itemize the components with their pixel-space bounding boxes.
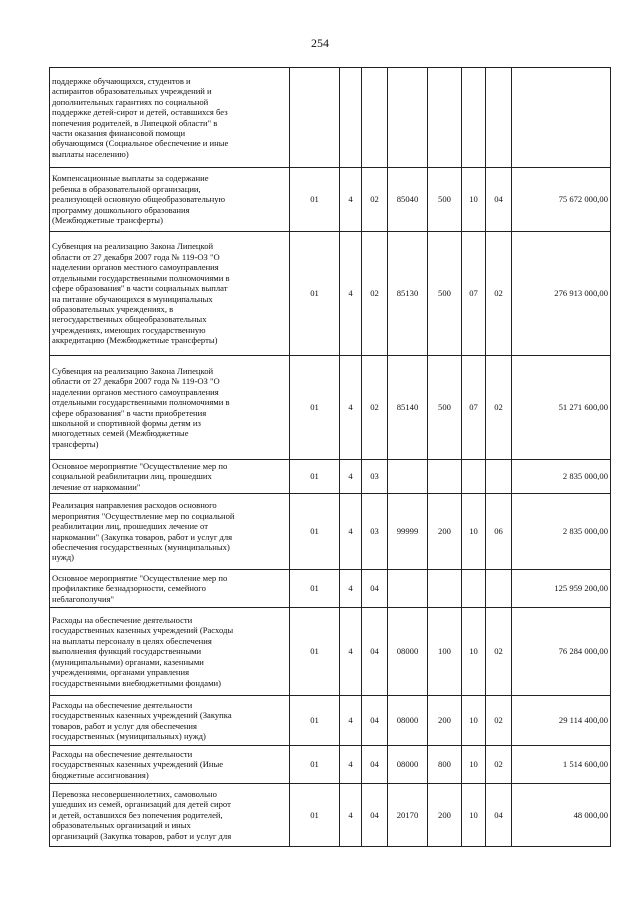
code-subprogram: 4 <box>340 460 362 494</box>
code-subsection <box>486 460 512 494</box>
code-section: 10 <box>462 494 486 570</box>
code-subprogram <box>340 68 362 168</box>
code-subprogram: 4 <box>340 168 362 232</box>
table-row <box>50 356 611 460</box>
code-direction: 85130 <box>388 232 428 356</box>
code-direction: 08000 <box>388 746 428 784</box>
row-description: поддержке обучающихся, студентов и аспирантов образовательных учреждений и дополнительных гарантиях по социальной поддержке детей-сирот и детей, оставшихся без попечения родителей, в Липецкой области" в части оказания финансовой помощи обучающимся (Социальное обеспечение и иные выплаты населению) <box>50 68 290 168</box>
code-subsection: 04 <box>486 784 512 847</box>
code-subsection: 02 <box>486 356 512 460</box>
code-expense-type <box>428 570 462 608</box>
code-subprogram: 4 <box>340 746 362 784</box>
code-event: 03 <box>362 494 388 570</box>
code-program: 01 <box>290 784 340 847</box>
row-description: Субвенция на реализацию Закона Липецкой области от 27 декабря 2007 года № 119-ОЗ "О наделении органов местного самоуправления отдельными государственными полномочиями в сфере образования" в части приобретения школьной и спортивной формы детям из многодетных семей (Межбюджетные трансферты) <box>50 356 290 460</box>
code-event <box>362 68 388 168</box>
code-expense-type <box>428 68 462 168</box>
code-event: 03 <box>362 460 388 494</box>
row-description: Расходы на обеспечение деятельности государственных казенных учреждений (Расходы на выплаты персоналу в целях обеспечения выполнения функций государственными (муниципальными) органами, казенными учреждениями, органами управления государственными внебюджетными фондами) <box>50 608 290 696</box>
amount: 276 913 000,00 <box>512 232 611 356</box>
code-direction: 20170 <box>388 784 428 847</box>
table-row <box>50 68 611 168</box>
code-expense-type: 100 <box>428 608 462 696</box>
code-expense-type: 500 <box>428 356 462 460</box>
code-section <box>462 460 486 494</box>
code-subprogram: 4 <box>340 356 362 460</box>
code-event: 04 <box>362 784 388 847</box>
table-row <box>50 232 611 356</box>
code-subprogram: 4 <box>340 696 362 746</box>
code-expense-type: 200 <box>428 494 462 570</box>
amount <box>512 68 611 168</box>
table-row <box>50 570 611 608</box>
code-subprogram: 4 <box>340 232 362 356</box>
code-subsection: 04 <box>486 168 512 232</box>
code-direction: 08000 <box>388 608 428 696</box>
amount: 75 672 000,00 <box>512 168 611 232</box>
code-expense-type: 500 <box>428 168 462 232</box>
code-subprogram: 4 <box>340 494 362 570</box>
code-program: 01 <box>290 232 340 356</box>
code-direction: 85140 <box>388 356 428 460</box>
code-program: 01 <box>290 570 340 608</box>
code-subsection: 06 <box>486 494 512 570</box>
row-description: Основное мероприятие "Осуществление мер по профилактике безнадзорности, семейного неблагополучия" <box>50 570 290 608</box>
code-event: 04 <box>362 746 388 784</box>
table-row <box>50 784 611 847</box>
table-row <box>50 460 611 494</box>
code-subsection: 02 <box>486 696 512 746</box>
code-program <box>290 68 340 168</box>
code-program: 01 <box>290 696 340 746</box>
code-event: 04 <box>362 696 388 746</box>
code-expense-type: 800 <box>428 746 462 784</box>
code-section: 10 <box>462 696 486 746</box>
code-program: 01 <box>290 494 340 570</box>
amount: 2 835 000,00 <box>512 494 611 570</box>
code-direction <box>388 570 428 608</box>
row-description: Перевозка несовершеннолетних, самовольно ушедших из семей, организаций для детей сирот и детей, оставшихся без попечения родителей, образовательных организаций и иных организаций (Закупка товаров, работ и услуг для <box>50 784 290 847</box>
code-expense-type: 500 <box>428 232 462 356</box>
row-description: Расходы на обеспечение деятельности государственных казенных учреждений (Закупка товаров, работ и услуг для обеспечения государственных (муниципальных) нужд) <box>50 696 290 746</box>
row-description: Расходы на обеспечение деятельности государственных казенных учреждений (Иные бюджетные ассигнования) <box>50 746 290 784</box>
code-section: 10 <box>462 746 486 784</box>
code-direction: 08000 <box>388 696 428 746</box>
row-description: Основное мероприятие "Осуществление мер по социальной реабилитации лиц, прошедших лечение от наркомании" <box>50 460 290 494</box>
page-number: 254 <box>311 36 329 50</box>
amount: 51 271 600,00 <box>512 356 611 460</box>
code-direction: 99999 <box>388 494 428 570</box>
code-program: 01 <box>290 168 340 232</box>
table-row <box>50 608 611 696</box>
code-direction <box>388 68 428 168</box>
table-row <box>50 494 611 570</box>
table-row <box>50 696 611 746</box>
amount: 48 000,00 <box>512 784 611 847</box>
row-description: Субвенция на реализацию Закона Липецкой области от 27 декабря 2007 года № 119-ОЗ "О наделении органов местного самоуправления отдельными государственными полномочиями в сфере образования" в части социальных выплат на питание обучающихся в муниципальных образовательных учреждениях, в негосударственных общеобразовательных учреждениях, имеющих государственную аккредитацию (Межбюджетные трансферты) <box>50 232 290 356</box>
code-subsection: 02 <box>486 608 512 696</box>
code-subprogram: 4 <box>340 784 362 847</box>
code-section: 07 <box>462 356 486 460</box>
amount: 29 114 400,00 <box>512 696 611 746</box>
code-event: 04 <box>362 570 388 608</box>
row-description: Реализация направления расходов основного мероприятия "Осуществление мер по социальной реабилитации лиц, прошедших лечение от наркомании" (Закупка товаров, работ и услуг для обеспечения государственных (муниципальных) нужд) <box>50 494 290 570</box>
code-subprogram: 4 <box>340 570 362 608</box>
code-section: 10 <box>462 784 486 847</box>
code-section: 07 <box>462 232 486 356</box>
code-event: 04 <box>362 608 388 696</box>
code-section: 10 <box>462 608 486 696</box>
row-description: Компенсационные выплаты за содержание ребенка в образовательной организации, реализующей основную общеобразовательную программу дошкольного образования (Межбюджетные трансферты) <box>50 168 290 232</box>
code-subprogram: 4 <box>340 608 362 696</box>
code-event: 02 <box>362 168 388 232</box>
code-program: 01 <box>290 608 340 696</box>
code-event: 02 <box>362 356 388 460</box>
code-subsection <box>486 68 512 168</box>
code-subsection: 02 <box>486 746 512 784</box>
code-section <box>462 68 486 168</box>
code-subsection: 02 <box>486 232 512 356</box>
amount: 1 514 600,00 <box>512 746 611 784</box>
code-program: 01 <box>290 356 340 460</box>
amount: 2 835 000,00 <box>512 460 611 494</box>
code-direction: 85040 <box>388 168 428 232</box>
code-program: 01 <box>290 746 340 784</box>
code-subsection <box>486 570 512 608</box>
code-section: 10 <box>462 168 486 232</box>
code-expense-type <box>428 460 462 494</box>
code-direction <box>388 460 428 494</box>
code-expense-type: 200 <box>428 784 462 847</box>
code-event: 02 <box>362 232 388 356</box>
amount: 76 284 000,00 <box>512 608 611 696</box>
code-program: 01 <box>290 460 340 494</box>
code-expense-type: 200 <box>428 696 462 746</box>
amount: 125 959 200,00 <box>512 570 611 608</box>
code-section <box>462 570 486 608</box>
budget-table <box>49 67 611 847</box>
table-row <box>50 746 611 784</box>
table-row <box>50 168 611 232</box>
